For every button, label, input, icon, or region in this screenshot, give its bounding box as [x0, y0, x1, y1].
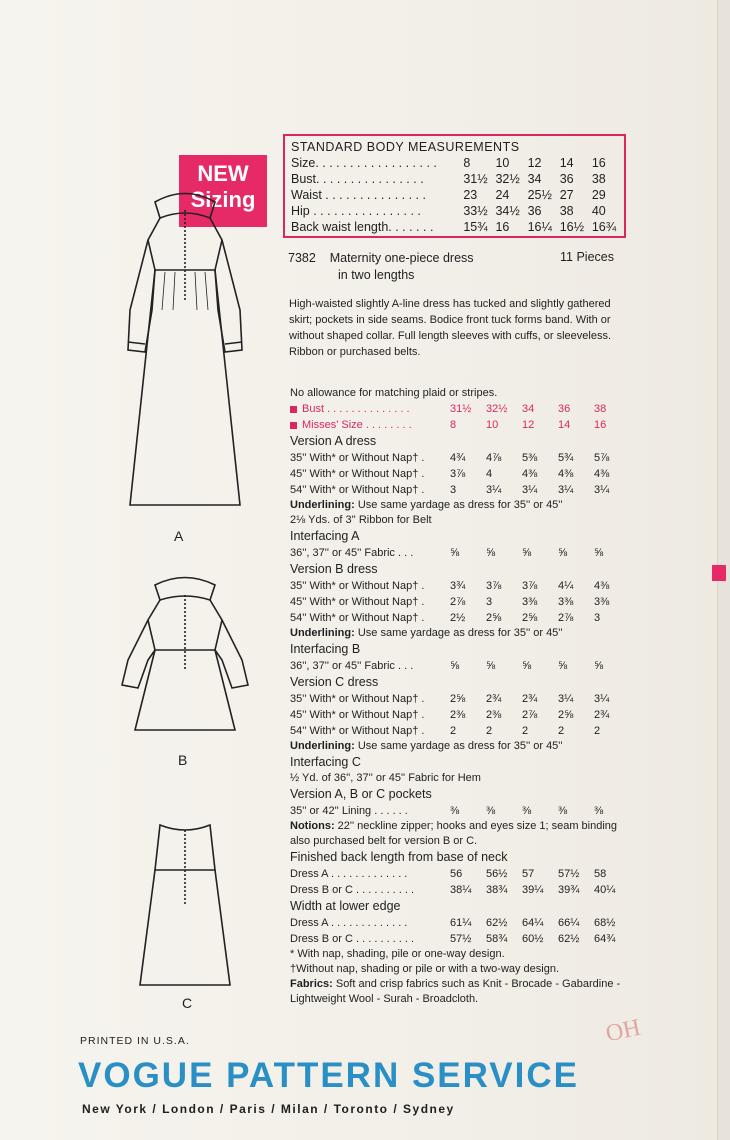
version-a-row-label: 35'' With* or Without Nap† . — [290, 452, 425, 464]
pink-bullet-icon — [290, 406, 297, 413]
value-cell: 2 — [594, 725, 601, 737]
figure-a-label: A — [174, 528, 184, 544]
value-cell: 14 — [558, 419, 571, 431]
version-c-row — [290, 723, 635, 739]
value-cell: ⅝ — [522, 547, 532, 559]
value-cell: 16 — [591, 156, 606, 170]
figure-b-label: B — [178, 752, 188, 768]
value-cell: 5⅞ — [594, 452, 610, 464]
value-cell: 2⅜ — [486, 709, 502, 721]
pockets-heading: Version A, B or C pockets — [290, 787, 432, 801]
interfacing-b-heading: Interfacing B — [290, 642, 361, 656]
notions-note: Notions: 22'' neckline zipper; hooks and eyes size 1; seam binding also purchased belt for version B or C. — [290, 820, 618, 847]
dress-b-skirt — [135, 650, 235, 730]
value-cell: 29 — [591, 188, 606, 202]
value-cell: 38 — [594, 403, 607, 415]
value-cell: 3⅜ — [522, 596, 538, 608]
yardage-section — [290, 386, 635, 1007]
measurement-row-label: Hip . . . . . . . . . . . . . . . . — [291, 204, 421, 218]
measurement-row-label: Back waist length. . . . . . . — [291, 220, 434, 234]
misses-size-row — [290, 417, 635, 433]
value-cell: 2⅜ — [450, 709, 466, 721]
value-cell: 3⅜ — [594, 596, 610, 608]
value-cell: 2½ — [450, 612, 466, 624]
version-a-row — [290, 466, 635, 482]
pockets-row-label: 35'' or 42'' Lining . . . . . . — [290, 805, 408, 817]
measurement-row-label: Size. . . . . . . . . . . . . . . . . . — [291, 156, 437, 170]
value-cell: 2⅝ — [558, 709, 574, 721]
value-cell: 68½ — [594, 917, 616, 929]
badge-line1: NEW — [197, 161, 249, 186]
value-cell: 34 — [527, 172, 542, 186]
version-b-underlining: Underlining: Use same yardage as dress for 35'' or 45'' — [290, 627, 563, 639]
dress-a-illustration — [100, 180, 270, 540]
value-cell: 3 — [486, 596, 493, 608]
version-b-row-label: 54'' With* or Without Nap† . — [290, 612, 425, 624]
value-cell: 16¾ — [591, 220, 617, 234]
value-cell: ⅜ — [558, 805, 568, 817]
value-cell: 2⅝ — [486, 612, 502, 624]
value-cell: 24 — [495, 188, 510, 202]
version-a-row — [290, 450, 635, 466]
back-length-row — [290, 866, 635, 882]
value-cell: 2⅞ — [522, 709, 538, 721]
value-cell: 4 — [486, 468, 493, 480]
value-cell: 3¼ — [594, 484, 610, 496]
bust-row — [290, 401, 635, 417]
pattern-title — [288, 250, 474, 284]
value-cell: 4⅜ — [594, 468, 610, 480]
value-cell: ⅝ — [450, 660, 460, 672]
value-cell: 57½ — [450, 933, 472, 945]
pockets-row — [290, 803, 635, 819]
version-c-row — [290, 707, 635, 723]
back-length-row — [290, 882, 635, 898]
value-cell: 23 — [463, 188, 478, 202]
value-cell: 14 — [559, 156, 574, 170]
value-cell: 32½ — [486, 403, 508, 415]
title-line2: in two lengths — [338, 268, 415, 282]
back-length-row-label: Dress A . . . . . . . . . . . . . — [290, 868, 408, 880]
value-cell: 38 — [559, 204, 574, 218]
value-cell: 58¾ — [486, 933, 508, 945]
value-cell: 2 — [522, 725, 529, 737]
value-cell: 36 — [558, 403, 571, 415]
measurement-row — [291, 219, 624, 235]
value-cell: 39¼ — [522, 884, 544, 896]
measurement-row — [291, 155, 624, 171]
value-cell: 16½ — [559, 220, 585, 234]
width-row — [290, 931, 635, 947]
value-cell: 2 — [558, 725, 565, 737]
handwritten-stamp: OH — [603, 1014, 643, 1048]
value-cell: 57½ — [558, 868, 580, 880]
value-cell: 33½ — [463, 204, 488, 218]
value-cell: ⅜ — [522, 805, 532, 817]
pink-tab-marker — [712, 565, 726, 581]
value-cell: 2 — [450, 725, 457, 737]
value-cell: 10 — [486, 419, 499, 431]
version-a-row-label: 45'' With* or Without Nap† . — [290, 468, 425, 480]
value-cell: ⅝ — [594, 660, 604, 672]
value-cell: 5¾ — [558, 452, 574, 464]
hem-note: ½ Yd. of 36'', 37'' or 45'' Fabric for Hem — [290, 772, 481, 784]
value-cell: ⅜ — [594, 805, 604, 817]
value-cell: 31½ — [463, 172, 488, 186]
value-cell: 4¼ — [558, 580, 574, 592]
version-b-row-label: 45'' With* or Without Nap† . — [290, 596, 425, 608]
value-cell: 58 — [594, 868, 607, 880]
version-b-row-label: 35'' With* or Without Nap† . — [290, 580, 425, 592]
dress-a-right-sleeve — [215, 240, 242, 352]
value-cell: 12 — [527, 156, 542, 170]
value-cell: 3⅞ — [522, 580, 538, 592]
measurement-row — [291, 171, 624, 187]
value-cell: 8 — [450, 419, 457, 431]
value-cell: 4¾ — [450, 452, 466, 464]
figure-c-label: C — [182, 995, 193, 1011]
value-cell: 3¼ — [486, 484, 502, 496]
value-cell: 15¾ — [463, 220, 488, 234]
value-cell: 3 — [594, 612, 601, 624]
value-cell: ⅝ — [594, 547, 604, 559]
body-measurements-table — [283, 134, 626, 238]
value-cell: 5⅜ — [522, 452, 538, 464]
value-cell: 3¼ — [558, 693, 574, 705]
interfacing-a-row — [290, 545, 635, 561]
value-cell: ⅝ — [486, 547, 496, 559]
value-cell: ⅝ — [450, 547, 460, 559]
value-cell: 3¼ — [522, 484, 538, 496]
value-cell: 10 — [495, 156, 510, 170]
value-cell: 56 — [450, 868, 463, 880]
printed-in-label: PRINTED IN U.S.A. — [80, 1035, 190, 1047]
interfacing-b-row-label: 36'', 37'' or 45'' Fabric . . . — [290, 660, 414, 672]
version-c-heading: Version C dress — [290, 675, 379, 689]
version-b-row — [290, 578, 635, 594]
value-cell: 8 — [463, 156, 471, 170]
version-c-underlining: Underlining: Use same yardage as dress for 35'' or 45'' — [290, 740, 563, 752]
value-cell: 66¼ — [558, 917, 580, 929]
value-cell: 4⅜ — [558, 468, 574, 480]
dress-a-right-cuff — [225, 342, 242, 344]
value-cell: 25½ — [527, 188, 552, 202]
value-cell: 3 — [450, 484, 457, 496]
bust-row-label: Bust . . . . . . . . . . . . . . — [290, 401, 450, 417]
value-cell: ⅜ — [486, 805, 496, 817]
misses-size-row-label: Misses' Size . . . . . . . . — [290, 417, 450, 433]
width-heading: Width at lower edge — [290, 899, 401, 913]
value-cell: ⅝ — [522, 660, 532, 672]
value-cell: 64¾ — [594, 933, 616, 945]
value-cell: 61¼ — [450, 917, 472, 929]
value-cell: 62½ — [486, 917, 508, 929]
value-cell: 3¼ — [558, 484, 574, 496]
value-cell: 2¾ — [594, 709, 610, 721]
measurement-row — [291, 203, 624, 219]
value-cell: 2¾ — [522, 693, 538, 705]
value-cell: 12 — [522, 419, 535, 431]
value-cell: 36 — [527, 204, 542, 218]
pink-bullet-icon — [290, 422, 297, 429]
fabrics-note: Fabrics: Soft and crisp fabrics such as Knit - Brocade - Gabardine - Lightweight Wool - Surah - Broadcloth. — [290, 978, 621, 1005]
value-cell: 3¼ — [594, 693, 610, 705]
value-cell: 2⅞ — [558, 612, 574, 624]
value-cell: 4⅜ — [594, 580, 610, 592]
value-cell: 3⅞ — [450, 468, 466, 480]
value-cell: 16¼ — [527, 220, 552, 234]
measurement-row — [291, 187, 624, 203]
value-cell: 16 — [594, 419, 607, 431]
badge-line2: Sizing — [190, 187, 256, 212]
width-row — [290, 915, 635, 931]
interfacing-b-row — [290, 658, 635, 674]
interfacing-c-heading: Interfacing C — [290, 755, 361, 769]
dress-a-left-sleeve — [128, 240, 155, 352]
value-cell: ⅝ — [558, 547, 568, 559]
width-row-label: Dress A . . . . . . . . . . . . . — [290, 917, 408, 929]
value-cell: 34 — [522, 403, 535, 415]
cities-line: New York / London / Paris / Milan / Toronto / Sydney — [82, 1102, 455, 1116]
version-a-row — [290, 482, 635, 498]
value-cell: 4⅞ — [486, 452, 502, 464]
version-a-underlining: Underlining: Use same yardage as dress for 35'' or 45'' — [290, 499, 563, 511]
value-cell: 40¼ — [594, 884, 616, 896]
value-cell: 62½ — [558, 933, 580, 945]
version-c-row — [290, 691, 635, 707]
value-cell: 60½ — [522, 933, 544, 945]
brand-title: VOGUE PATTERN SERVICE — [78, 1056, 579, 1095]
value-cell: 56½ — [486, 868, 508, 880]
dress-b-illustration — [100, 570, 270, 750]
width-row-label: Dress B or C . . . . . . . . . . — [290, 933, 415, 945]
value-cell: 2 — [486, 725, 493, 737]
value-cell: 38 — [591, 172, 606, 186]
measurement-row-label: Waist . . . . . . . . . . . . . . . — [291, 188, 426, 202]
value-cell: 36 — [559, 172, 574, 186]
value-cell: 32½ — [495, 172, 520, 186]
value-cell: 57 — [522, 868, 535, 880]
plaid-note: No allowance for matching plaid or stripes. — [290, 387, 498, 399]
value-cell: 2⅝ — [450, 693, 466, 705]
footnote-without-nap: †Without nap, shading or pile or with a two-way design. — [290, 963, 560, 975]
value-cell: 3⅜ — [558, 596, 574, 608]
value-cell: 3¾ — [450, 580, 466, 592]
value-cell: 34½ — [495, 204, 520, 218]
version-a-heading: Version A dress — [290, 434, 377, 448]
title-line1: Maternity one-piece dress — [329, 251, 474, 265]
value-cell: 16 — [495, 220, 510, 234]
back-length-heading: Finished back length from base of neck — [290, 850, 508, 864]
measurements-header: STANDARD BODY MEASUREMENTS — [291, 140, 520, 154]
value-cell: 2¾ — [486, 693, 502, 705]
dress-a-left-cuff — [128, 342, 145, 344]
value-cell: 64¼ — [522, 917, 544, 929]
version-c-row-label: 54'' With* or Without Nap† . — [290, 725, 425, 737]
value-cell: 31½ — [450, 403, 472, 415]
version-a-row-label: 54'' With* or Without Nap† . — [290, 484, 425, 496]
ribbon-note: 2⅛ Yds. of 3'' Ribbon for Belt — [290, 514, 432, 526]
dress-a-skirt — [130, 270, 240, 505]
value-cell: ⅝ — [558, 660, 568, 672]
value-cell: 3⅞ — [486, 580, 502, 592]
measurement-row-label: Bust. . . . . . . . . . . . . . . . — [291, 172, 424, 186]
value-cell: 39¾ — [558, 884, 580, 896]
interfacing-a-row-label: 36'', 37'' or 45'' Fabric . . . — [290, 547, 414, 559]
value-cell: ⅝ — [486, 660, 496, 672]
value-cell: 27 — [559, 188, 574, 202]
version-b-row — [290, 610, 635, 626]
version-c-row-label: 35'' With* or Without Nap† . — [290, 693, 425, 705]
value-cell: 2⅞ — [450, 596, 466, 608]
dress-c-illustration — [120, 815, 250, 995]
value-cell: 40 — [591, 204, 606, 218]
value-cell: 38¼ — [450, 884, 472, 896]
value-cell: 2⅝ — [522, 612, 538, 624]
value-cell: 4⅜ — [522, 468, 538, 480]
version-c-row-label: 45'' With* or Without Nap† . — [290, 709, 425, 721]
pattern-number: 7382 — [288, 251, 316, 265]
pieces-count: 11 Pieces — [560, 250, 614, 264]
value-cell: 38¾ — [486, 884, 508, 896]
version-b-row — [290, 594, 635, 610]
footnote-with-nap: * With nap, shading, pile or one-way design. — [290, 948, 505, 960]
pattern-description: High-waisted slightly A-line dress has tucked and slightly gathered skirt; pockets in side seams. Bodice front tuck forms band. With or without shaped collar. Full length sleeves with cuffs, or sleeveless. Ribbon or purchased belts. — [289, 298, 612, 358]
version-b-heading: Version B dress — [290, 562, 378, 576]
back-length-row-label: Dress B or C . . . . . . . . . . — [290, 884, 415, 896]
interfacing-a-heading: Interfacing A — [290, 529, 360, 543]
value-cell: ⅜ — [450, 805, 460, 817]
